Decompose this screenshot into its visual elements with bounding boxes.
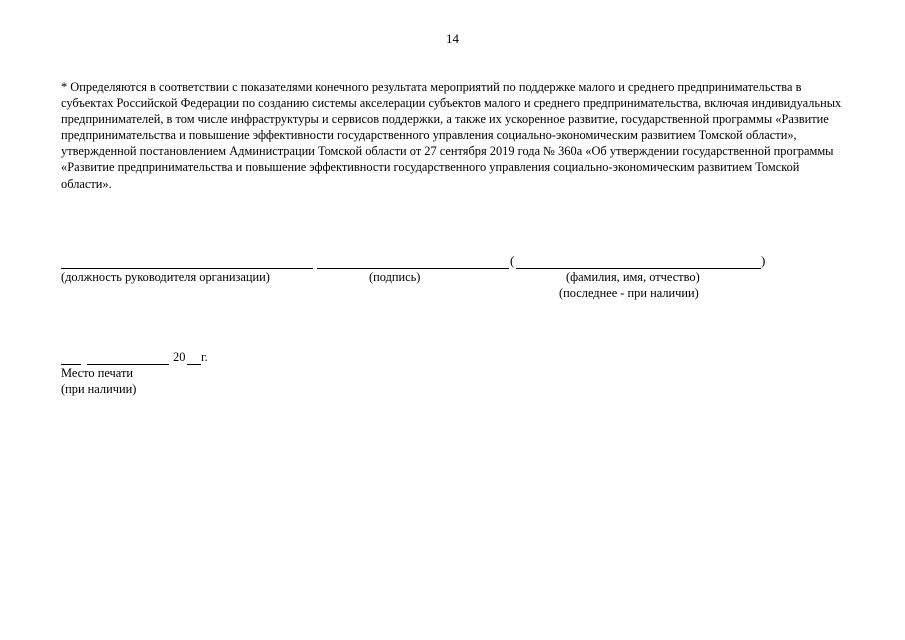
page-number: 14 xyxy=(446,31,459,46)
day-blank-line xyxy=(61,364,81,365)
stamp-note: (при наличии) xyxy=(61,382,137,396)
stamp-label: Место печати xyxy=(61,366,133,380)
signature-blank-line xyxy=(317,268,509,269)
name-open-paren: ( xyxy=(510,253,515,268)
signature-caption: (подпись) xyxy=(369,270,421,284)
position-caption: (должность руководителя организации) xyxy=(61,270,270,284)
signature-block xyxy=(61,253,771,269)
footnote-text: * Определяются в соответствии с показателями конечного результата мероприятий по поддержке малого и среднего предпринимательства в субъектах Российской Федерации по созданию системы акселерации субъектов малого и среднего предпринимательства, включая индивидуальных предпринимателей, в том числе инфраструктуры и сервисов поддержки, а также их ускоренное развитие, государственной программы «Развитие предпринимательства и повышение эффективности государственного управления социально-экономическим развитием Томской области», утвержденной постановлением Администрации Томской области от 27 сентября 2019 года № 360а «Об утверждении государственной программы «Развитие предпринимательства и повышение эффективности государственного управления социально-экономическим развитием Томской области». xyxy=(61,80,842,191)
position-blank-line xyxy=(61,268,313,269)
month-blank-line xyxy=(87,364,169,365)
year-prefix: 20 xyxy=(173,350,186,364)
name-note: (последнее - при наличии) xyxy=(559,286,699,300)
name-blank-line xyxy=(516,268,761,269)
name-caption: (фамилия, имя, отчество) xyxy=(566,270,700,284)
date-field xyxy=(61,349,261,365)
year-suffix: г. xyxy=(201,350,208,364)
year-blank-line xyxy=(187,364,201,365)
name-close-paren: ) xyxy=(761,253,766,268)
